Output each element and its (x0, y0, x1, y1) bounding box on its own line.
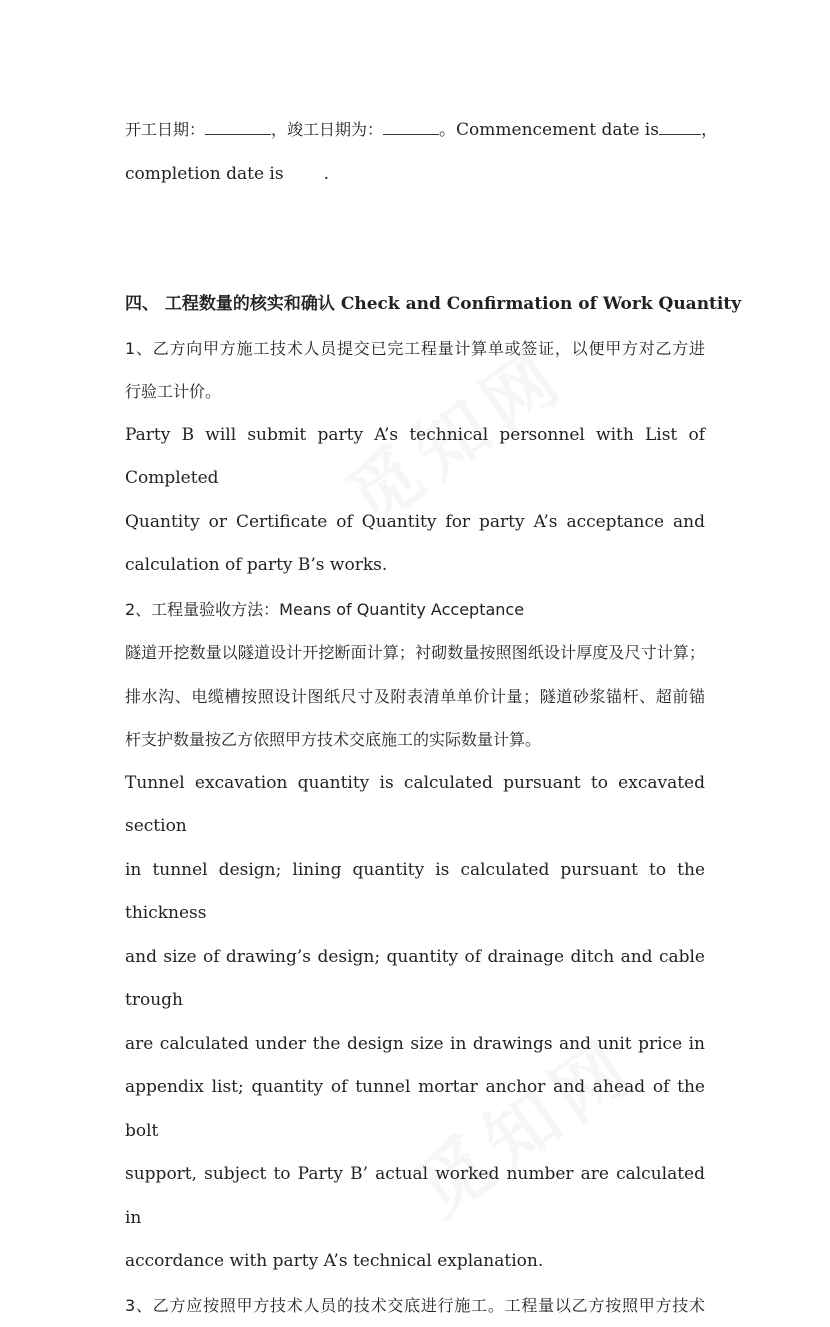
dates-line-2 (125, 153, 705, 197)
period: . (324, 164, 329, 184)
dates-line-1 (125, 108, 705, 153)
item-2-en-line-1: Tunnel excavation quantity is calculated pursuant to excavated section (125, 762, 705, 849)
commence-label-en: 。Commencement date is (439, 120, 659, 140)
item-1-en-line-3: calculation of party B’s works. (125, 544, 705, 588)
item-2-en-line-5: appendix list; quantity of tunnel mortar anchor and ahead of the bolt (125, 1066, 705, 1153)
completion-label-zh: ，竣工日期为： (271, 120, 383, 139)
item-1-en-line-2: Quantity or Certificate of Quantity for party A’s acceptance and (125, 501, 705, 545)
section-4-heading: 四、 工程数量的核实和确认 Check and Confirmation of Work Quantity (125, 283, 705, 327)
item-1-zh-line-1: 1、乙方向甲方施工技术人员提交已完工程量计算单或签证，以便甲方对乙方进 (125, 327, 705, 371)
item-1-en-line-1: Party B will submit party A’s technical personnel with List of Completed (125, 414, 705, 501)
item-2-en-line-6: support, subject to Party B’ actual worked number are calculated in (125, 1153, 705, 1240)
item-2-en-line-7: accordance with party A’s technical explanation. (125, 1240, 705, 1284)
item-2-en-line-3: and size of drawing’s design; quantity of drainage ditch and cable trough (125, 936, 705, 1023)
item-2-zh-line-1: 隧道开挖数量以隧道设计开挖断面计算；衬砌数量按照图纸设计厚度及尺寸计算； (125, 631, 705, 675)
commence-date-blank-en (659, 114, 701, 135)
item-2-en-line-4: are calculated under the design size in drawings and unit price in (125, 1023, 705, 1067)
item-2-title: 2、工程量验收方法：Means of Quantity Acceptance (125, 588, 705, 632)
item-3-zh-line-1: 3、乙方应按照甲方技术人员的技术交底进行施工。工程量以乙方按照甲方技术 (125, 1284, 705, 1327)
completion-date-blank-zh (383, 114, 439, 135)
completion-label-en: completion date is (125, 164, 284, 184)
commence-label-zh: 开工日期： (125, 120, 205, 139)
commence-date-blank-zh (205, 114, 271, 135)
comma: ， (701, 120, 718, 140)
section-gap (125, 196, 705, 283)
item-2-en-line-2: in tunnel design; lining quantity is calculated pursuant to the thickness (125, 849, 705, 936)
document-body (125, 108, 705, 1327)
item-1-zh-line-2: 行验工计价。 (125, 370, 705, 414)
item-2-zh-line-2: 排水沟、电缆槽按照设计图纸尺寸及附表清单单价计量；隧道砂浆锚杆、超前锚 (125, 675, 705, 719)
item-2-zh-line-3: 杆支护数量按乙方依照甲方技术交底施工的实际数量计算。 (125, 718, 705, 762)
